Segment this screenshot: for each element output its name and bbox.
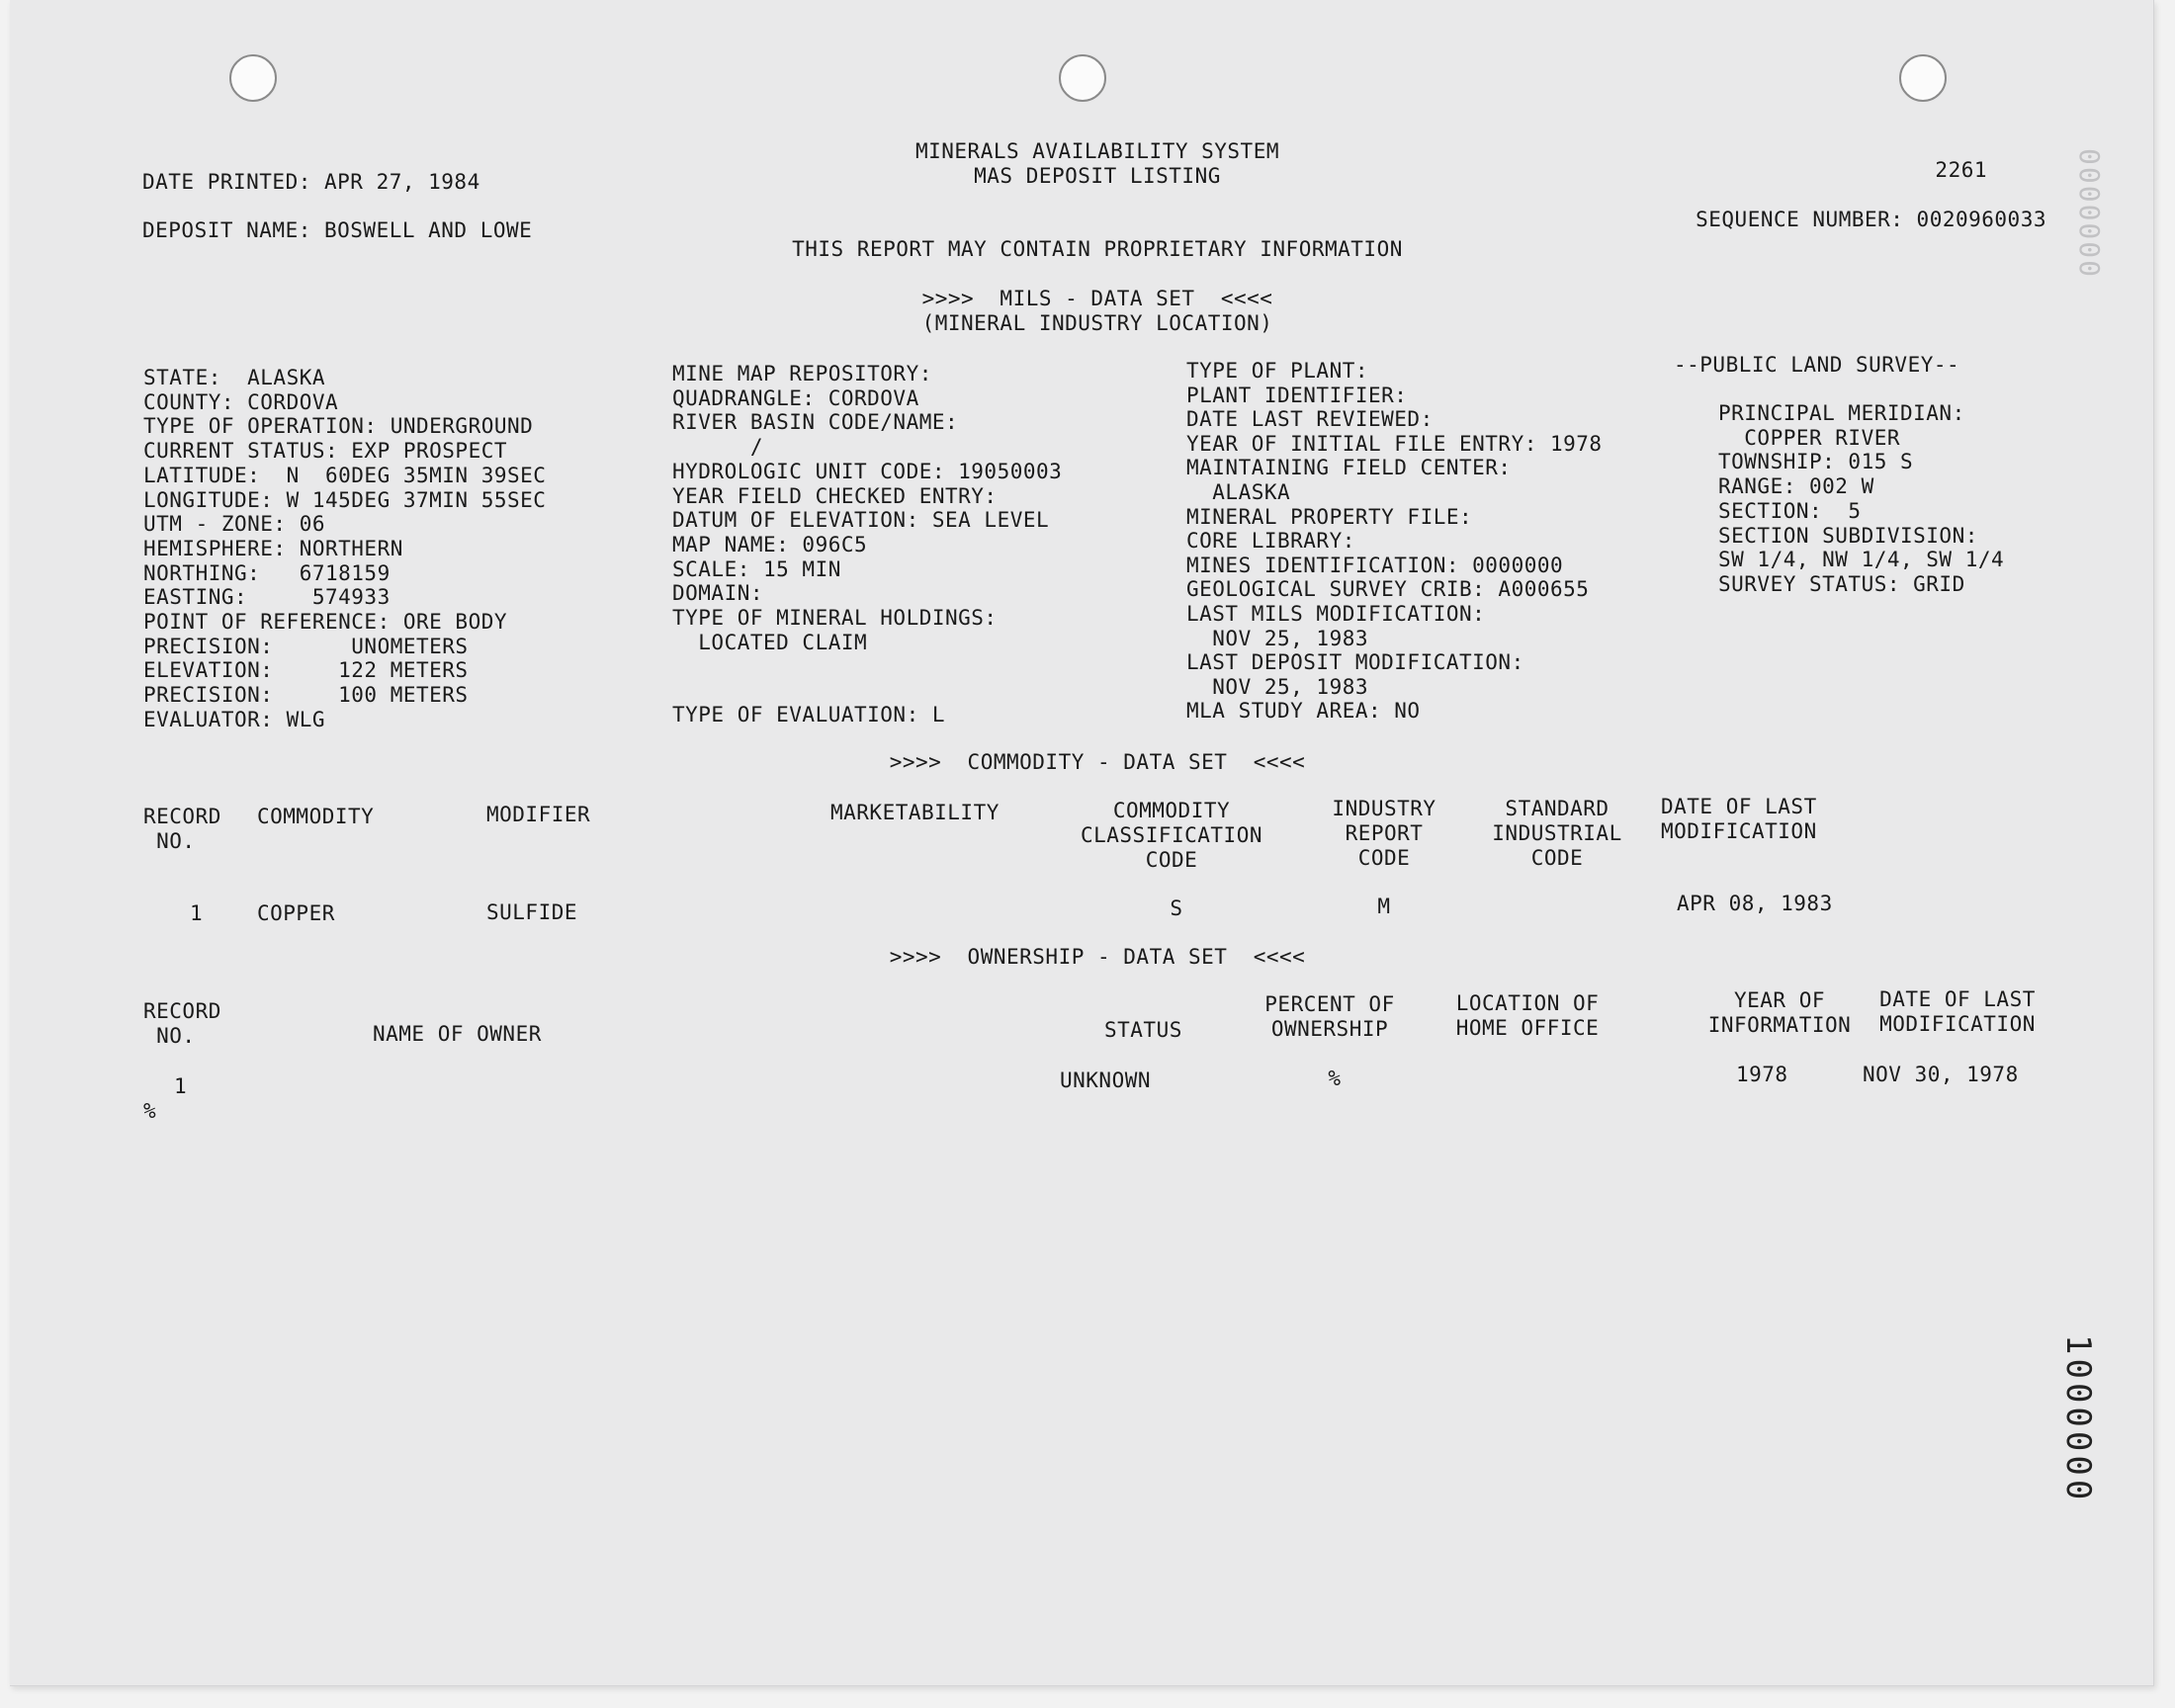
scale-field: SCALE: 15 MIN <box>672 556 841 581</box>
page-number: 2261 <box>1935 158 1987 182</box>
sequence-number: SEQUENCE NUMBER: 0020960033 <box>1696 208 2046 231</box>
survey-crib-field: GEOLOGICAL SURVEY CRIB: A000655 <box>1186 577 1590 602</box>
ownership-header-name: NAME OF OWNER <box>373 1022 542 1046</box>
section-subdivision-value: SW 1/4, NW 1/4, SW 1/4 <box>1718 548 2005 572</box>
mineral-holdings-value: LOCATED CLAIM <box>672 630 868 654</box>
commodity-classification-code: S <box>1170 897 1183 920</box>
datum-of-elevation-field: DATUM OF ELEVATION: SEA LEVEL <box>672 508 1050 533</box>
type-of-plant-field: TYPE OF PLANT: <box>1186 359 1369 383</box>
field-center-value: ALASKA <box>1186 480 1291 504</box>
river-basin-value: / <box>672 435 764 460</box>
township-field: TOWNSHIP: 015 S <box>1718 450 1914 474</box>
commodity-header-industry: INDUSTRY REPORT CODE <box>1332 797 1436 870</box>
deposit-name: DEPOSIT NAME: BOSWELL AND LOWE <box>142 218 533 242</box>
ownership-header-status: STATUS <box>1104 1018 1182 1042</box>
last-mils-modification-field: LAST MILS MODIFICATION: <box>1186 602 1486 626</box>
precision-location-field: PRECISION: UNOMETERS <box>143 634 469 658</box>
commodity-header-classification: COMMODITY CLASSIFICATION CODE <box>1080 799 1262 872</box>
mils-section-subtitle: (MINERAL INDUSTRY LOCATION) <box>921 311 1273 335</box>
map-name-field: MAP NAME: 096C5 <box>672 532 868 556</box>
initial-file-entry-field: YEAR OF INITIAL FILE ENTRY: 1978 <box>1186 431 1603 456</box>
punch-hole-left <box>229 54 277 102</box>
operation-type-field: TYPE OF OPERATION: UNDERGROUND <box>143 414 534 439</box>
domain-field: DOMAIN: <box>672 581 764 606</box>
commodity-header-standard: STANDARD INDUSTRIAL CODE <box>1492 797 1622 870</box>
last-mils-modification-value: NOV 25, 1983 <box>1186 626 1369 650</box>
commodity-header-record-no: RECORD NO. <box>143 805 221 853</box>
utm-zone-field: UTM - ZONE: 06 <box>143 512 326 537</box>
type-of-evaluation-field: TYPE OF EVALUATION: L <box>672 703 946 726</box>
evaluator-field: EVALUATOR: WLG <box>143 707 326 731</box>
range-field: RANGE: 002 W <box>1718 474 1874 499</box>
last-deposit-modification-value: NOV 25, 1983 <box>1186 674 1369 699</box>
survey-status-field: SURVEY STATUS: GRID <box>1718 571 1965 596</box>
principal-meridian-value: COPPER RIVER <box>1718 425 1901 450</box>
margin-stamp-faint: 0000000 <box>2073 148 2106 280</box>
commodity-header-modifier: MODIFIER <box>486 803 591 826</box>
commodity-name: COPPER <box>257 901 335 925</box>
longitude-field: LONGITUDE: W 145DEG 37MIN 55SEC <box>143 487 547 512</box>
mineral-property-file-field: MINERAL PROPERTY FILE: <box>1186 504 1473 529</box>
ownership-record-no: 1 <box>174 1074 188 1098</box>
commodity-section-title: >>>> COMMODITY - DATA SET <<<< <box>889 750 1306 774</box>
ownership-header-location: LOCATION OF HOME OFFICE <box>1455 991 1600 1040</box>
ownership-section-title: >>>> OWNERSHIP - DATA SET <<<< <box>889 945 1306 969</box>
ownership-year: 1978 <box>1736 1063 1788 1086</box>
commodity-header-date-last: DATE OF LAST MODIFICATION <box>1661 795 1817 843</box>
commodity-header-commodity: COMMODITY <box>257 805 375 828</box>
report-page <box>10 0 2154 1686</box>
last-deposit-modification-field: LAST DEPOSIT MODIFICATION: <box>1186 650 1524 675</box>
year-field-checked-field: YEAR FIELD CHECKED ENTRY: <box>672 483 998 508</box>
principal-meridian-field: PRINCIPAL MERIDIAN: <box>1718 401 1965 425</box>
point-of-reference-field: POINT OF REFERENCE: ORE BODY <box>143 610 508 634</box>
core-library-field: CORE LIBRARY: <box>1186 529 1355 554</box>
margin-stamp-dark: 1000000 <box>2058 1334 2098 1504</box>
current-status-field: CURRENT STATUS: EXP PROSPECT <box>143 439 508 464</box>
mils-section-title: >>>> MILS - DATA SET <<<< <box>921 287 1273 310</box>
ownership-header-date-last: DATE OF LAST MODIFICATION <box>1879 987 2036 1036</box>
commodity-modifier: SULFIDE <box>486 900 578 924</box>
date-printed: DATE PRINTED: APR 27, 1984 <box>142 170 480 194</box>
county-field: COUNTY: CORDOVA <box>143 389 339 414</box>
proprietary-notice: THIS REPORT MAY CONTAIN PROPRIETARY INFORMATION <box>792 237 1403 261</box>
mineral-holdings-field: TYPE OF MINERAL HOLDINGS: <box>672 606 998 630</box>
elevation-field: ELEVATION: 122 METERS <box>143 658 469 683</box>
mla-study-area-field: MLA STUDY AREA: NO <box>1186 699 1421 724</box>
public-land-survey-title: --PUBLIC LAND SURVEY-- <box>1674 353 1960 377</box>
quadrangle-field: QUADRANGLE: CORDOVA <box>672 385 919 410</box>
ownership-percent: % <box>1328 1067 1342 1090</box>
hydrologic-unit-field: HYDROLOGIC UNIT CODE: 19050003 <box>672 459 1063 483</box>
ownership-status: UNKNOWN <box>1060 1068 1152 1092</box>
mines-identification-field: MINES IDENTIFICATION: 0000000 <box>1186 553 1564 577</box>
ownership-percent-sign: % <box>143 1099 157 1123</box>
date-last-reviewed-field: DATE LAST REVIEWED: <box>1186 407 1434 432</box>
plant-identifier-field: PLANT IDENTIFIER: <box>1186 383 1408 407</box>
ownership-header-percent: PERCENT OF OWNERSHIP <box>1264 992 1395 1041</box>
section-field: SECTION: 5 <box>1718 498 1862 523</box>
state-field: STATE: ALASKA <box>143 366 326 389</box>
commodity-record-no: 1 <box>190 901 204 925</box>
commodity-header-marketability: MARKETABILITY <box>830 801 1000 824</box>
listing-title: MAS DEPOSIT LISTING <box>974 164 1221 188</box>
ownership-date-last: NOV 30, 1978 <box>1863 1063 2019 1086</box>
commodity-industry-code: M <box>1377 895 1391 918</box>
ownership-header-record-no: RECORD NO. <box>143 999 221 1048</box>
section-subdivision-field: SECTION SUBDIVISION: <box>1718 523 1978 548</box>
field-center-field: MAINTAINING FIELD CENTER: <box>1186 456 1512 480</box>
river-basin-field: RIVER BASIN CODE/NAME: <box>672 410 959 435</box>
punch-hole-right <box>1899 54 1947 102</box>
mine-map-repository-field: MINE MAP REPOSITORY: <box>672 362 932 385</box>
hemisphere-field: HEMISPHERE: NORTHERN <box>143 536 403 560</box>
system-title: MINERALS AVAILABILITY SYSTEM <box>914 139 1279 163</box>
precision-elevation-field: PRECISION: 100 METERS <box>143 683 469 708</box>
northing-field: NORTHING: 6718159 <box>143 560 391 585</box>
punch-hole-center <box>1059 54 1106 102</box>
commodity-date-last: APR 08, 1983 <box>1677 892 1833 915</box>
ownership-header-year: YEAR OF INFORMATION <box>1707 988 1852 1037</box>
latitude-field: LATITUDE: N 60DEG 35MIN 39SEC <box>143 463 547 487</box>
easting-field: EASTING: 574933 <box>143 585 391 610</box>
